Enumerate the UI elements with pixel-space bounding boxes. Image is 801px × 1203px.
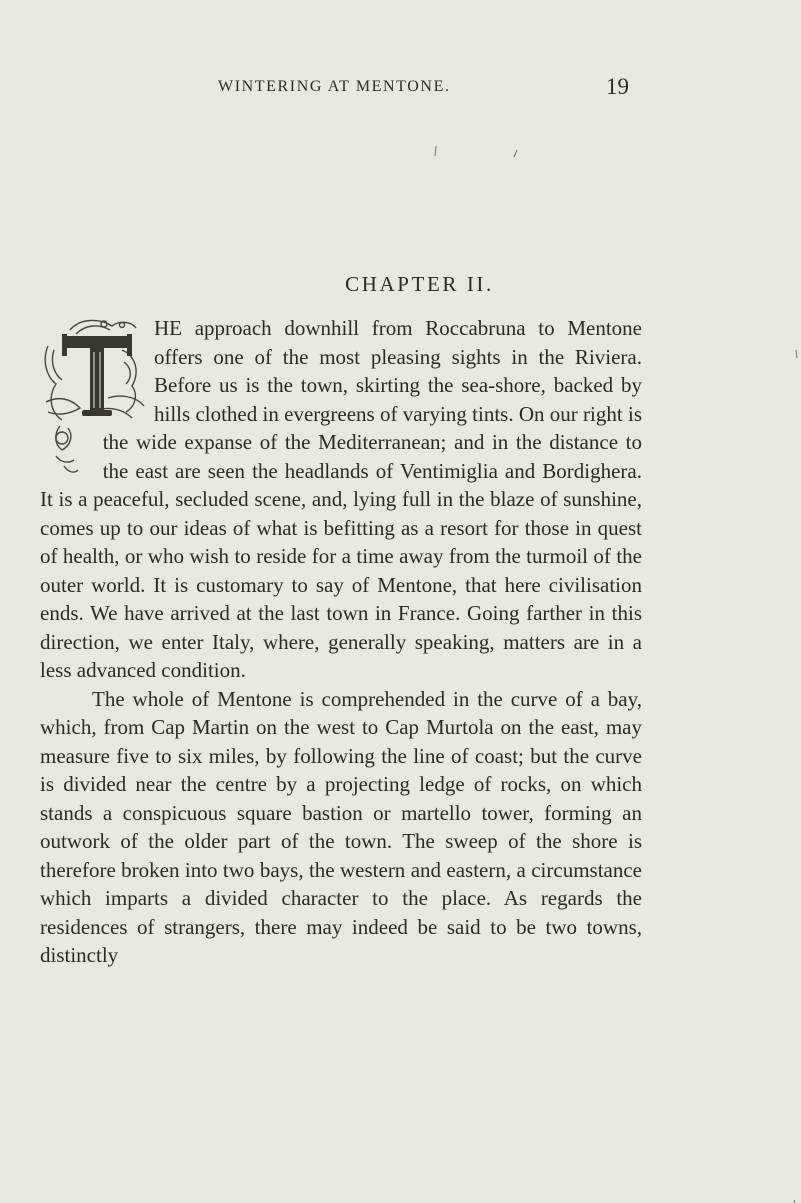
chapter-title: CHAPTER II. <box>345 272 494 296</box>
running-title: WINTERING AT MENTONE. <box>218 78 451 95</box>
page-number: 19 <box>606 74 629 99</box>
paragraph-1 <box>40 314 642 685</box>
paragraph-2: The whole of Mentone is comprehended in the curve of a bay, which, from Cap Martin on the west to Cap Murtola on the east, may measure five to six miles, by following the line of coast; but the curve is divided near the centre by a projecting ledge of rocks, on which stands a conspicuous square bastion or martello tower, forming an outwork of the older part of the town. The sweep of the shore is therefore broken into two bays, the western and eastern, a circumstance which imparts a divided character to the place. As regards the residences of strangers, there may indeed be said to be two towns, distinctly <box>40 686 642 967</box>
paragraph-1-text: HE approach downhill from Roccabruna to Mentone offers one of the most pleasing sights in the Riviera. Before us is the town, skirting the sea-shore, backed by hills clothed in evergreens of varying tints. On our right is the wide expanse of the Mediterranean; and in the distance to the east are seen the headlands of Ventimiglia and Bordighera. It is a peaceful, secluded scene, and, lying full in the blaze of sunshine, comes up to our ideas of what is befitting as a resort for those in quest of health, or who wish to reside for a time away from the turmoil of the outer world. It is customary to say of Mentone, that here civilisation ends. We have arrived at the last town in France. Going farther in this direction, we enter Italy, where, generally speaking, matters are in a less advanced condition. <box>40 316 642 682</box>
ornamental-drop-cap-icon <box>40 316 148 480</box>
body-text <box>40 314 642 970</box>
running-head <box>0 74 801 104</box>
